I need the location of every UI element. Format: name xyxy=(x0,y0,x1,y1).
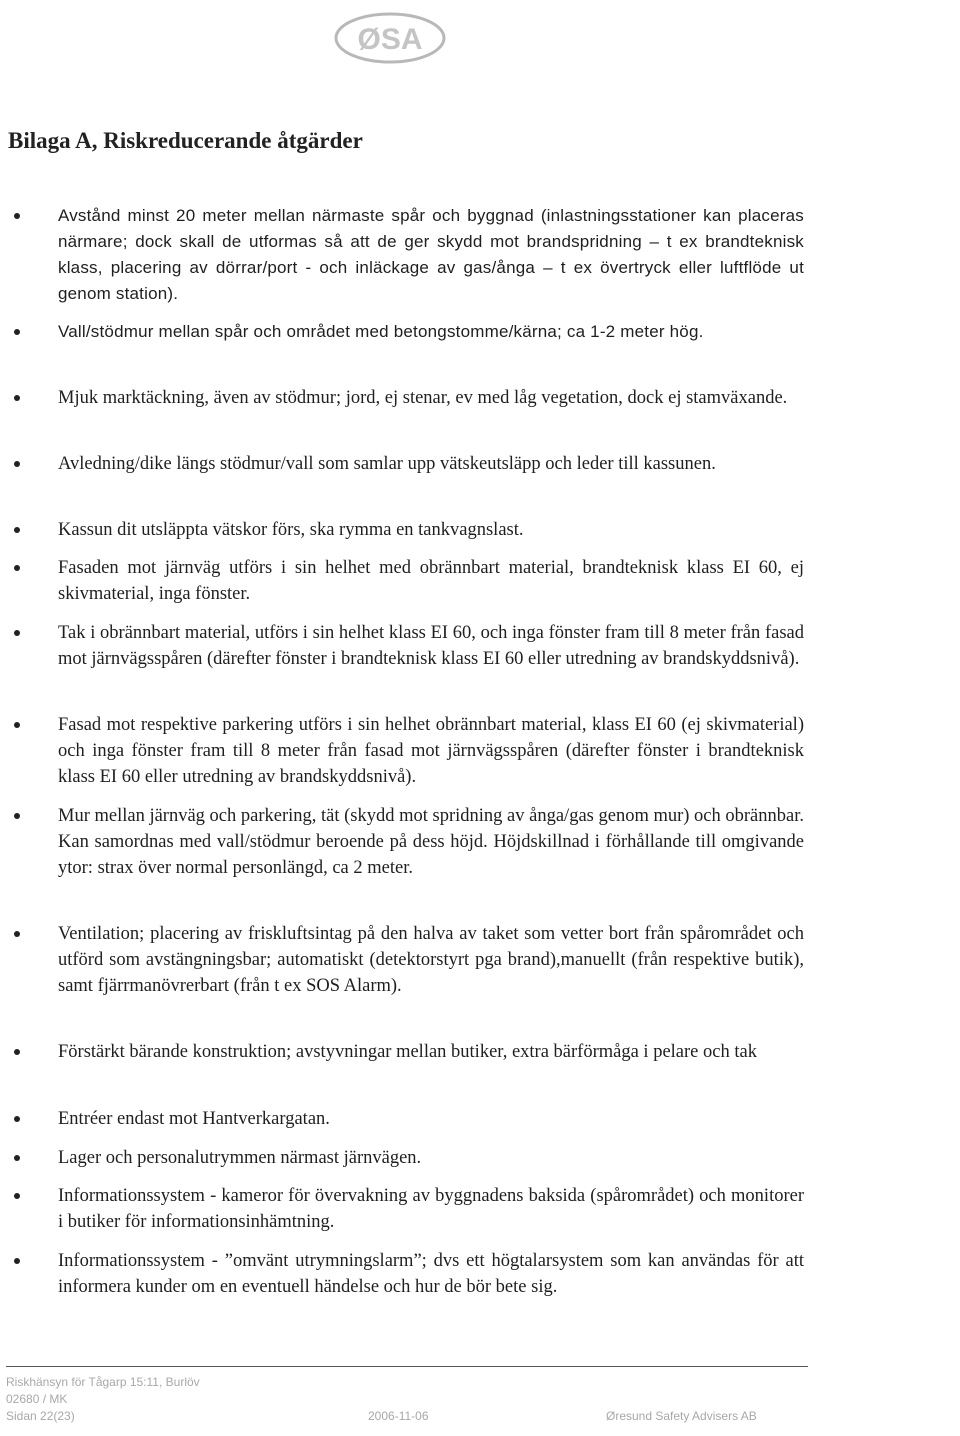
osa-logo-icon xyxy=(330,8,450,64)
list-item xyxy=(58,1248,804,1300)
bullet-icon xyxy=(14,931,20,937)
list-item xyxy=(58,921,804,999)
list-item xyxy=(58,203,804,307)
bullet-icon xyxy=(14,395,20,401)
list-item-text: Ventilation; placering av friskluftsintag på den halva av taket som vetter bort från spårområdet och utförd som avstängningsbar; automatiskt (detektorstyrt pga brand),manuellt (från respektive butik), samt fjärrmanövrerbart (från t ex SOS Alarm). xyxy=(58,924,804,996)
list-item-text: Vall/stödmur mellan spår och området med betongstomme/kärna; ca 1-2 meter hög. xyxy=(58,322,704,341)
bullet-icon xyxy=(14,461,20,467)
list-item xyxy=(58,620,804,672)
list-item-text: Fasad mot respektive parkering utförs i sin helhet obrännbart material, klass EI 60 (ej skivmaterial) och inga fönster fram till 8 meter från fasad mot järnvägsspåren (därefter fönster i brandteknisk klass EI 60 eller utredning av brandskyddsnivå). xyxy=(58,715,804,787)
bullet-icon xyxy=(14,1116,20,1122)
list-item-text: Avstånd minst 20 meter mellan närmaste spår och byggnad (inlastningsstationer kan placeras närmare; dock skall de utformas så att de ger skydd mot brandspridning – t ex brandteknisk klass, placering av dörrar/port - och inläckage av gas/ånga – t ex övertryck eller luftflöde ut genom station). xyxy=(58,206,804,303)
bullet-icon xyxy=(14,213,20,219)
bullet-icon xyxy=(14,1258,20,1264)
list-item xyxy=(58,1106,804,1132)
list-item-text: Mur mellan järnväg och parkering, tät (skydd mot spridning av ånga/gas genom mur) och obrännbar. Kan samordnas med vall/stödmur beroende på dess höjd. Höjdskillnad i förhållande till omgivande ytor: strax över normal personlängd, ca 2 meter. xyxy=(58,806,804,878)
footer-divider xyxy=(6,1366,808,1367)
footer-project-number: 02680 / MK xyxy=(6,1392,68,1406)
list-item-text: Mjuk marktäckning, även av stödmur; jord, ej stenar, ev med låg vegetation, dock ej stamväxande. xyxy=(58,388,788,408)
bullet-icon xyxy=(14,527,20,533)
list-item xyxy=(58,517,804,543)
bullet-icon xyxy=(14,1155,20,1161)
bullet-icon xyxy=(14,813,20,819)
footer-date: 2006-11-06 xyxy=(368,1409,429,1423)
list-item xyxy=(58,803,804,881)
list-item xyxy=(58,385,804,411)
list-item-text: Fasaden mot järnväg utförs i sin helhet med obrännbart material, brandteknisk klass EI 60, ej skivmaterial, inga fönster. xyxy=(58,558,804,604)
footer-document-title: Riskhänsyn för Tågarp 15:11, Burlöv xyxy=(6,1375,200,1389)
list-item-text: Tak i obrännbart material, utförs i sin helhet klass EI 60, och inga fönster fram till 8 meter från fasad mot järnvägsspåren (därefter fönster i brandteknisk klass EI 60 eller utredning av brandskyddsnivå). xyxy=(58,623,804,669)
footer-page-number: Sidan 22(23) xyxy=(6,1409,75,1423)
list-item-text: Informationssystem - kameror för övervakning av byggnadens baksida (spårområdet) och monitorer i butiker för informationsinhämtning. xyxy=(58,1186,804,1232)
bullet-icon xyxy=(14,1193,20,1199)
logo-text: ØSA xyxy=(357,23,423,56)
bullet-icon xyxy=(14,722,20,728)
list-item-text: Förstärkt bärande konstruktion; avstyvningar mellan butiker, extra bärförmåga i pelare och tak xyxy=(58,1042,757,1062)
list-item xyxy=(58,1039,804,1065)
bullet-icon xyxy=(14,329,20,335)
list-item-text: Entréer endast mot Hantverkargatan. xyxy=(58,1109,330,1129)
bullet-icon xyxy=(14,1049,20,1055)
list-item-text: Lager och personalutrymmen närmast järnvägen. xyxy=(58,1148,422,1168)
footer-left xyxy=(6,1374,200,1425)
bullet-icon xyxy=(14,630,20,636)
list-item xyxy=(58,451,804,477)
list-item-text: Informationssystem - ”omvänt utrymningslarm”; dvs ett högtalarsystem som kan användas för att informera kunder om en eventuell händelse och hur de bör bete sig. xyxy=(58,1251,804,1297)
list-item xyxy=(58,555,804,607)
list-item xyxy=(58,1145,804,1171)
list-item xyxy=(58,319,804,345)
page-title: Bilaga A, Riskreducerande åtgärder xyxy=(8,128,363,153)
list-item xyxy=(58,1183,804,1235)
list-item xyxy=(58,712,804,790)
list-item-text: Avledning/dike längs stödmur/vall som samlar upp vätskeutsläpp och leder till kassunen. xyxy=(58,454,716,474)
list-item-text: Kassun dit utsläppta vätskor förs, ska rymma en tankvagnslast. xyxy=(58,520,524,540)
footer-company: Øresund Safety Advisers AB xyxy=(606,1409,757,1423)
bullet-icon xyxy=(14,565,20,571)
